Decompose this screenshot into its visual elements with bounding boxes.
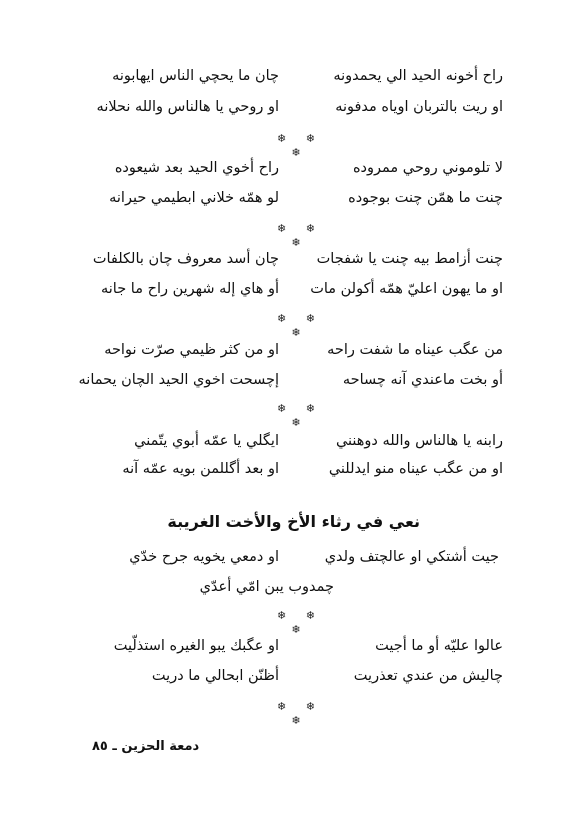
verse-right-hemistich: او ريت بالتربان اوياه مدفونه [335, 99, 503, 115]
stanza-separator: ❄ ❄ ❄ [277, 222, 323, 249]
verse-right-hemistich: او من عگب عيناه منو ايدللني [328, 461, 503, 477]
verse-left-hemistich: ايگلي يا عمّه أبوي يتّمني [134, 433, 279, 449]
verse-right-hemistich: چنت أزامط بيه چنت يا شفجات [316, 251, 503, 267]
verse-right-hemistich: لا تلوموني روحي ممروده [352, 160, 503, 176]
verse-left-hemistich: أظنّن ابحالي ما دريت [151, 668, 279, 684]
verse-right-hemistich: چاليش من عندي تعذريت [353, 668, 503, 684]
stanza-separator: ❄ ❄ ❄ [277, 132, 323, 159]
verse-right-hemistich: رابنه يا هالناس والله دوهنني [335, 433, 503, 449]
verse-right-hemistich: چنت ما همّن چنت بوجوده [348, 190, 503, 206]
page-footer: دمعة الحزين ـ ٨٥ [92, 739, 200, 754]
verse-left-hemistich: او روحي يا هالناس والله نحلانه [96, 99, 279, 115]
stanza-separator: ❄ ❄ ❄ [277, 609, 323, 636]
verse-right-hemistich: أو بخت ماعندي آنه چساحه [342, 372, 503, 388]
stanza-separator: ❄ ❄ ❄ [277, 402, 323, 429]
verse-left-hemistich: او من كثر ظيمي صرّت نواحه [104, 342, 279, 358]
verse-left-hemistich: چان ما يحچي الناس ايهابونه [112, 68, 279, 84]
verse-left-hemistich: أو هاي إله شهرين راح ما جانه [101, 281, 279, 297]
verse-left-hemistich: او دمعي يخويه جرح خدّي [129, 549, 279, 565]
verse-left-hemistich: راح أخوي الحيد بعد شيعوده [114, 160, 279, 176]
verse-left-hemistich: او عگبك يبو الغيره استذلّيت [113, 638, 279, 654]
stanza-separator: ❄ ❄ ❄ [277, 312, 323, 339]
verse-left-hemistich: لو همّه خلاني ابطيمي حيرانه [109, 190, 279, 206]
verse-left-hemistich: چان أسد معروف چان بالكلفات [92, 251, 279, 267]
verse-left-hemistich: او بعد أگللمن بويه عمّه آنه [122, 461, 279, 477]
verse-right-hemistich: او ما يهون اعليّ همّه أكولن مات [310, 281, 503, 297]
verse-continuation: چمدوب يبن امّي أعدّي [199, 579, 334, 595]
verse-right-hemistich: راح أخونه الحيد الي يحمدونه [333, 68, 503, 84]
verse-left-hemistich: إچسحت اخوي الحيد الچان يحمانه [78, 372, 279, 388]
section-title: نعي في رثاء الأخ والأخت الغريبة [167, 512, 420, 531]
verse-right-hemistich: عالوا عليّه أو ما أجيت [375, 638, 503, 654]
stanza-separator: ❄ ❄ ❄ [277, 700, 323, 727]
verse-right-hemistich: جيت أشتكي او عالچتف ولدي [324, 549, 499, 565]
verse-right-hemistich: من عگب عيناه ما شفت راحه [327, 342, 503, 358]
